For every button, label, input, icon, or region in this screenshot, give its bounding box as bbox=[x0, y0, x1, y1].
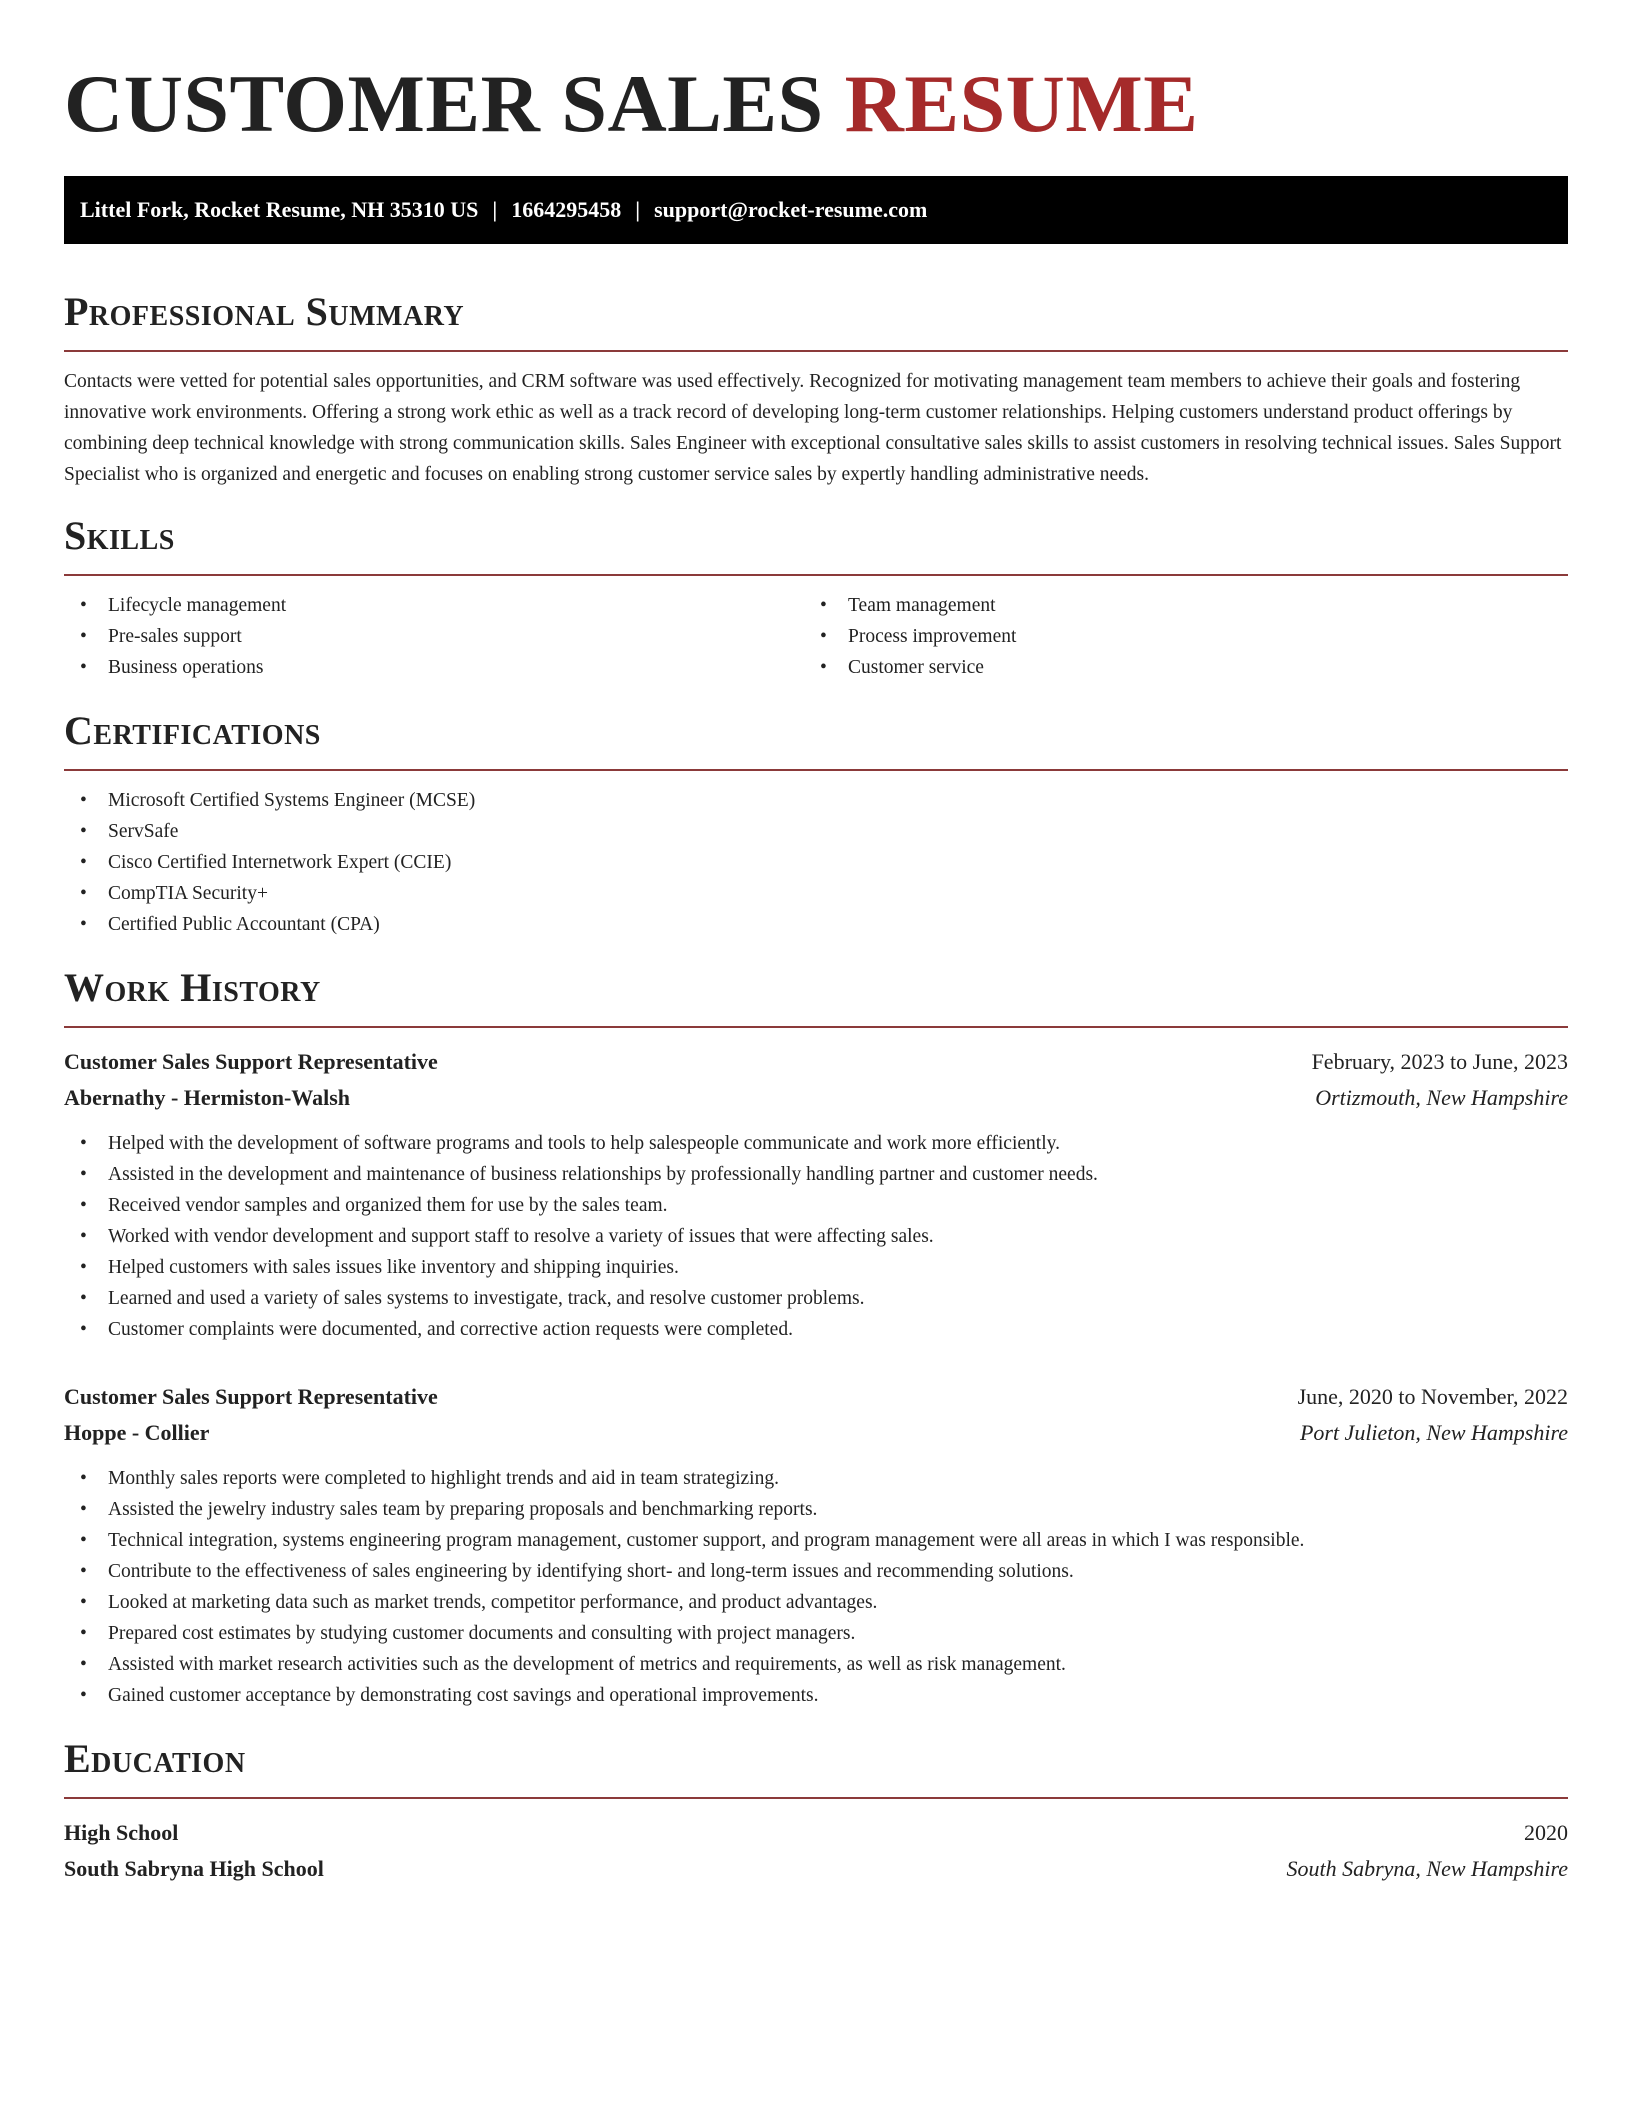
job-title: Customer Sales Support Representative bbox=[64, 1384, 438, 1409]
certification-item: • Cisco Certified Internetwork Expert (CCIE) bbox=[64, 847, 1568, 878]
section-divider bbox=[64, 1797, 1568, 1799]
education-degree: High School bbox=[64, 1820, 179, 1845]
certification-item: • CompTIA Security+ bbox=[64, 878, 1568, 909]
job-dates: June, 2020 to November, 2022 bbox=[1297, 1384, 1568, 1409]
summary-section bbox=[64, 288, 1568, 490]
job-duty-item: • Customer complaints were documented, and corrective action requests were completed. bbox=[64, 1314, 1568, 1345]
job-company-row bbox=[64, 1415, 1568, 1451]
job-entry bbox=[64, 1379, 1568, 1711]
certifications-section bbox=[64, 707, 1568, 940]
skills-columns bbox=[64, 576, 1568, 683]
work-history-heading: Work History bbox=[64, 965, 321, 1010]
skill-item: • Pre-sales support bbox=[64, 621, 804, 652]
skill-item: • Customer service bbox=[804, 652, 1544, 683]
job-location: Port Julieton, New Hampshire bbox=[1299, 1420, 1568, 1445]
skills-list-right bbox=[804, 590, 1544, 683]
job-duty-item: • Prepared cost estimates by studying customer documents and consulting with project managers. bbox=[64, 1618, 1568, 1649]
skills-heading: Skills bbox=[64, 513, 175, 558]
job-company: Abernathy - Hermiston-Walsh bbox=[64, 1085, 350, 1110]
education-location: South Sabryna, New Hampshire bbox=[1286, 1856, 1568, 1881]
summary-heading: Professional Summary bbox=[64, 289, 465, 334]
section-divider bbox=[64, 350, 1568, 352]
title-accent: RESUME bbox=[844, 58, 1199, 149]
title-main: CUSTOMER SALES bbox=[64, 58, 824, 149]
resume-title bbox=[64, 0, 1568, 150]
education-school: South Sabryna High School bbox=[64, 1856, 324, 1881]
education-degree-row bbox=[64, 1815, 1568, 1851]
resume-page bbox=[64, 0, 1568, 1887]
job-duty-item: • Learned and used a variety of sales systems to investigate, track, and resolve customer problems. bbox=[64, 1283, 1568, 1314]
section-divider bbox=[64, 1026, 1568, 1028]
skills-section bbox=[64, 512, 1568, 683]
job-duty-item: • Contribute to the effectiveness of sales engineering by identifying short- and long-term issues and recommending solutions. bbox=[64, 1556, 1568, 1587]
contact-bar bbox=[64, 176, 1568, 244]
contact-email: support@rocket-resume.com bbox=[654, 197, 928, 222]
contact-address: Littel Fork, Rocket Resume, NH 35310 US bbox=[80, 197, 479, 222]
job-company-row bbox=[64, 1080, 1568, 1116]
certification-item: • Certified Public Accountant (CPA) bbox=[64, 909, 1568, 940]
contact-separator: | bbox=[635, 197, 641, 222]
contact-phone: 1664295458 bbox=[511, 197, 622, 222]
education-year: 2020 bbox=[1524, 1820, 1568, 1845]
skill-item: • Process improvement bbox=[804, 621, 1544, 652]
certification-item: • ServSafe bbox=[64, 816, 1568, 847]
skill-item: • Business operations bbox=[64, 652, 804, 683]
job-header-row bbox=[64, 1379, 1568, 1415]
job-duty-item: • Monthly sales reports were completed to highlight trends and aid in team strategizing. bbox=[64, 1463, 1568, 1494]
job-duty-item: • Assisted with market research activities such as the development of metrics and requirements, as well as risk management. bbox=[64, 1649, 1568, 1680]
education-heading: Education bbox=[64, 1736, 246, 1781]
education-section bbox=[64, 1735, 1568, 1887]
certification-item: • Microsoft Certified Systems Engineer (MCSE) bbox=[64, 785, 1568, 816]
job-entry bbox=[64, 1044, 1568, 1345]
job-duty-item: • Received vendor samples and organized them for use by the sales team. bbox=[64, 1190, 1568, 1221]
job-duty-item: • Technical integration, systems engineering program management, customer support, and program management were all areas in which I was responsible. bbox=[64, 1525, 1568, 1556]
skill-item: • Lifecycle management bbox=[64, 590, 804, 621]
work-history-section bbox=[64, 964, 1568, 1711]
job-duty-item: • Helped customers with sales issues like inventory and shipping inquiries. bbox=[64, 1252, 1568, 1283]
job-duty-item: • Assisted the jewelry industry sales team by preparing proposals and benchmarking reports. bbox=[64, 1494, 1568, 1525]
job-header-row bbox=[64, 1044, 1568, 1080]
section-divider bbox=[64, 769, 1568, 771]
skill-item: • Team management bbox=[804, 590, 1544, 621]
certifications-list bbox=[64, 785, 1568, 940]
education-school-row bbox=[64, 1851, 1568, 1887]
job-location: Ortizmouth, New Hampshire bbox=[1315, 1085, 1568, 1110]
job-duty-item: • Gained customer acceptance by demonstrating cost savings and operational improvements. bbox=[64, 1680, 1568, 1711]
education-entry bbox=[64, 1815, 1568, 1887]
job-duty-item: • Assisted in the development and maintenance of business relationships by professionally handling partner and customer needs. bbox=[64, 1159, 1568, 1190]
summary-text: Contacts were vetted for potential sales opportunities, and CRM software was used effectively. Recognized for motivating management team members to achieve their goals and fostering innovative work environments. Offering a strong work ethic as well as a track record of developing long-term customer relationships. Helping customers understand product offerings by combining deep technical knowledge with strong communication skills. Sales Engineer with exceptional consultative sales skills to assist customers in resolving technical issues. Sales Support Specialist who is organized and energetic and focuses on enabling strong customer service sales by expertly handling administrative needs. bbox=[64, 371, 1562, 485]
job-title: Customer Sales Support Representative bbox=[64, 1049, 438, 1074]
job-duty-item: • Worked with vendor development and support staff to resolve a variety of issues that were affecting sales. bbox=[64, 1221, 1568, 1252]
job-company: Hoppe - Collier bbox=[64, 1420, 210, 1445]
job-dates: February, 2023 to June, 2023 bbox=[1311, 1049, 1568, 1074]
skills-list-left bbox=[64, 590, 804, 683]
contact-separator: | bbox=[492, 197, 498, 222]
certifications-heading: Certifications bbox=[64, 708, 321, 753]
job-duties-list bbox=[64, 1463, 1568, 1711]
job-duty-item: • Helped with the development of software programs and tools to help salespeople communicate and work more efficiently. bbox=[64, 1128, 1568, 1159]
job-duties-list bbox=[64, 1128, 1568, 1345]
job-duty-item: • Looked at marketing data such as market trends, competitor performance, and product advantages. bbox=[64, 1587, 1568, 1618]
